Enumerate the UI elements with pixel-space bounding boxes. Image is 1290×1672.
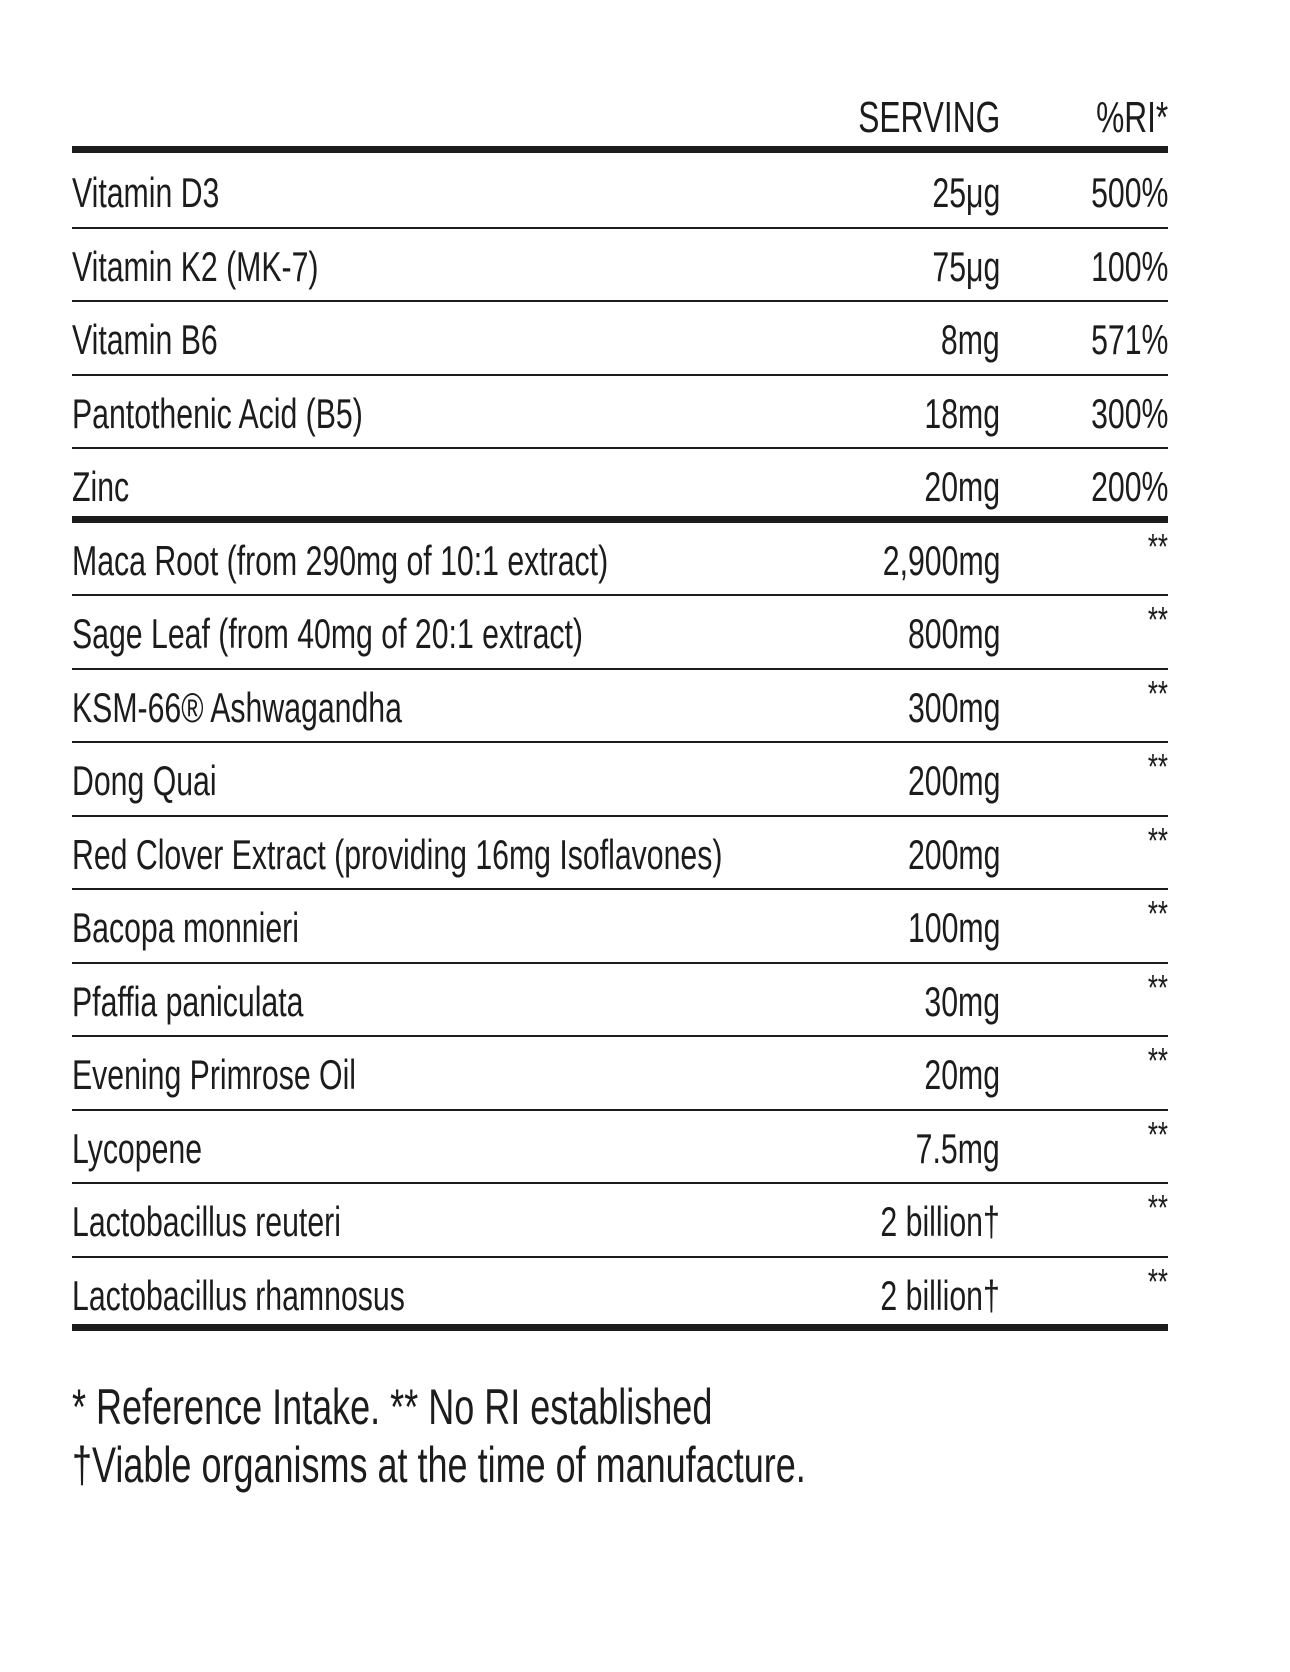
serving-column-header: SERVING	[857, 93, 1000, 142]
no-ri-marker: **	[1147, 893, 1168, 934]
ingredient-name: KSM-66® Ashwagandha	[72, 683, 402, 731]
ingredient-name: Evening Primrose Oil	[72, 1051, 357, 1098]
table-row	[72, 670, 1168, 744]
table-row	[72, 229, 1168, 303]
serving-amount: 20mg	[924, 1051, 1000, 1098]
ingredient-name: Maca Root (from 290mg of 10:1 extract)	[72, 536, 609, 584]
header-rule	[72, 146, 1168, 153]
serving-amount: 100mg	[907, 904, 1000, 951]
serving-amount: 300mg	[907, 683, 1000, 731]
serving-amount: 200mg	[907, 757, 1000, 804]
footnotes	[72, 1378, 1172, 1494]
ingredient-name: Lycopene	[72, 1124, 203, 1172]
table-row	[72, 155, 1168, 229]
serving-amount: 2 billion†	[880, 1198, 1000, 1245]
ingredient-name: Pfaffia paniculata	[72, 977, 304, 1025]
serving-amount: 18mg	[924, 389, 1000, 437]
table-row	[72, 1037, 1168, 1111]
serving-amount: 800mg	[907, 610, 1000, 657]
table-row	[72, 1258, 1168, 1332]
table-header	[72, 92, 1168, 144]
table-row	[72, 890, 1168, 964]
ingredient-name: Dong Quai	[72, 757, 217, 804]
no-ri-marker: **	[1147, 1187, 1168, 1228]
nutrient-name: Vitamin K2 (MK-7)	[72, 242, 319, 290]
table-row	[72, 1184, 1168, 1258]
nutrient-table	[72, 155, 1168, 1331]
table-row	[72, 523, 1168, 597]
serving-amount: 2,900mg	[882, 536, 1000, 584]
ingredient-name: Red Clover Extract (providing 16mg Isoflavones)	[72, 830, 723, 878]
serving-amount: 8mg	[941, 316, 1000, 363]
no-ri-marker: **	[1147, 1040, 1168, 1081]
no-ri-marker: **	[1147, 525, 1168, 567]
ingredient-name: Sage Leaf (from 40mg of 20:1 extract)	[72, 610, 583, 657]
table-row	[72, 596, 1168, 670]
serving-amount: 2 billion†	[880, 1271, 1000, 1319]
nutrient-name: Vitamin B6	[72, 316, 218, 363]
serving-amount: 75μg	[932, 242, 1000, 290]
serving-amount: 30mg	[924, 977, 1000, 1025]
serving-amount: 7.5mg	[915, 1124, 1000, 1172]
serving-amount: 25μg	[932, 169, 1000, 216]
nutrient-name: Zinc	[72, 463, 130, 510]
ri-percent: 571%	[1090, 316, 1168, 363]
ri-percent: 200%	[1090, 463, 1168, 510]
footnote-viable-organisms: †Viable organisms at the time of manufacture.	[72, 1437, 806, 1493]
serving-amount: 200mg	[907, 830, 1000, 878]
no-ri-marker: **	[1147, 599, 1168, 640]
no-ri-marker: **	[1147, 672, 1168, 714]
table-row	[72, 449, 1168, 523]
ri-percent: 300%	[1090, 389, 1168, 437]
ri-percent: 100%	[1090, 242, 1168, 290]
no-ri-marker: **	[1147, 966, 1168, 1008]
table-row	[72, 743, 1168, 817]
table-row	[72, 817, 1168, 891]
no-ri-marker: **	[1147, 1260, 1168, 1302]
ingredient-name: Bacopa monnieri	[72, 904, 299, 951]
ri-percent: 500%	[1090, 169, 1168, 216]
no-ri-marker: **	[1147, 1113, 1168, 1155]
serving-amount: 20mg	[924, 463, 1000, 510]
ingredient-name: Lactobacillus reuteri	[72, 1198, 341, 1245]
no-ri-marker: **	[1147, 746, 1168, 787]
table-row	[72, 964, 1168, 1038]
ri-column-header: %RI*	[1095, 93, 1168, 142]
ingredient-name: Lactobacillus rhamnosus	[72, 1271, 405, 1319]
table-row	[72, 376, 1168, 450]
footnote-reference-intake: * Reference Intake. ** No RI established	[72, 1379, 713, 1435]
no-ri-marker: **	[1147, 819, 1168, 861]
nutrient-name: Pantothenic Acid (B5)	[72, 389, 363, 437]
table-row	[72, 1111, 1168, 1185]
table-row	[72, 302, 1168, 376]
nutrient-name: Vitamin D3	[72, 169, 220, 216]
